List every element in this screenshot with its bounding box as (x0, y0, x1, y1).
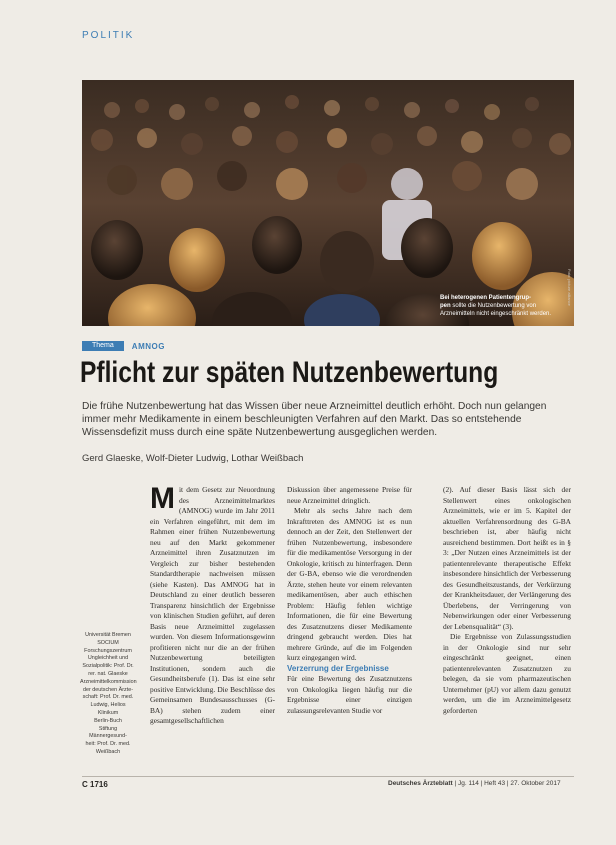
affiliation-line: Stiftung Männergesund- (89, 725, 127, 740)
affiliation-line: Sozialpolitik: Prof. Dr. (82, 663, 134, 670)
body-column-1 (150, 485, 275, 775)
affiliation-line: Arzneimittelkommission (80, 678, 137, 685)
body-column-3 (443, 485, 571, 775)
affiliation-line: rer. nat. Glaeske (88, 670, 128, 677)
body-paragraph: Für eine Bewertung des Zusatznutzens von Onkologika liegen häufig nur die Ergebnisse einer einzigen zulassungsrelevanten Studie vor (287, 674, 412, 715)
body-column-2 (287, 485, 412, 775)
author-affiliations (80, 632, 136, 757)
article-authors: Gerd Glaeske, Wolf-Dieter Ludwig, Lothar Weißbach (82, 453, 304, 464)
body-paragraph: Die Ergebnisse von Zulassungsstudien in der Onkologie sind nur sehr eingeschränkt geeignet, einen patientenrelevanten Zusatznutzen zu belegen, da sie vom pharmazeutischen Unternehmer (pU) vor allem dazu genutzt werden, um die im Arzneimittelgesetz geforderten (443, 632, 571, 715)
drop-cap: M (150, 485, 175, 515)
body-paragraph: Diskussion über angemessene Preise für neue Arzneimittel dringlich. (287, 485, 412, 505)
body-paragraph: (2). Auf dieser Basis lässt sich der Stellenwert eines onkologischen Arzneimittels, wie er im 5. Kapitel der aktuellen Verfahrensordnung des G-BA beschrieben ist, aber häufig nicht ausreichend bestimmen. Dort heißt es in § 3: „Der Nutzen eines Arzneimittels ist der patientenrelevante therapeutische Effekt insbesondere hinsichtlich der Verbesserung des Gesundheitszustands, der Verkürzung der Krankheitsdauer, der Verlängerung des Überlebens, der Verringerung von Nebenwirkungen oder einer Verbesserung der Lebensqualität“ (3). (443, 485, 571, 631)
affiliation-line: der deutschen Ärzte- (82, 686, 134, 693)
affiliation-line: Forschungszentrum (84, 647, 132, 654)
body-paragraph: Mit dem Gesetz zur Neuordnung des Arzneimittelmarktes (AMNOG) wurde im Jahr 2011 ein Verfahren eingeführt, mit dem im Rahmen einer frühen Nutzenbewertung neu auf den Markt gekommener Arzneimittel ihren Zusatznutzen im Vergleich zur bisher bestehenden Standardtherapie nachweisen müssen (siehe Kasten). Das AMNOG hat in Deutschland zu einer deutlich besseren Transparenz hinsichtlich der Ergebnisse von klinischen Studien geführt, auf deren Basis neue Arzneimittel zugelassen wurden. Von diesem Informationsgewinn profitieren nicht nur die an der frühen Nutzenbewertung beteiligten Institutionen, sondern auch die Gesundheitsberufe (1). Das ist eine sehr positive Entwicklung. Die Beschlüsse des Gemeinsamen Bundesausschusses (G-BA) stehen zudem einer gesamtgesellschaftlichen (150, 485, 275, 725)
kicker-topic: AMNOG (131, 341, 165, 351)
footer-divider (82, 776, 574, 777)
affiliation-line: Ungleichheit und (87, 655, 129, 662)
photo-caption: Bei heterogenen Patientengrup- pen sollte die Nutzenbewertung von Arzneimitteln nicht eingeschränkt werden. (440, 295, 552, 317)
section-subheading: Verzerrung der Ergebnisse (287, 663, 389, 673)
affiliation-line: Berlin-Buch (94, 717, 122, 724)
affiliation-line: Universität Bremen (85, 632, 131, 638)
journal-reference: Deutsches Ärzteblatt | Jg. 114 | Heft 43 | 27. Oktober 2017 (388, 780, 561, 787)
affiliation-line: schaft: Prof. Dr. med. (82, 694, 134, 701)
body-paragraph: Mehr als sechs Jahre nach dem Inkrafttreten des AMNOG ist es nun dennoch an der Zeit, den Stellenwert der frühen Nutzenbewertung, insbesondere für die medikamentöse Versorgung in der Onkologie, kritisch zu hinterfragen. Denn der G-BA, ebenso wie die verordnenden Ärzte, stehen heute vor einem relevanten medikamentösen, aber auch ethischen Problem: Häufig fehlen wichtige Informationen, die für eine Bewertung des Zusatznutzens dieser Medikamente dringend gebraucht werden. Dies hat mehrere Gründe, auf die im Folgenden kurz eingegangen wird. (287, 506, 412, 662)
page-number: C 1716 (82, 780, 108, 789)
crowd-photo (82, 80, 574, 326)
article-headline: Pflicht zur späten Nutzenbewertung (80, 356, 499, 389)
affiliation-line: Ludwig, Helios Klinikum (90, 702, 126, 716)
section-label: POLITIK (82, 30, 135, 41)
crowd-illustration (82, 80, 574, 326)
affiliation-line: Weißbach (95, 748, 121, 755)
article-lead: Die frühe Nutzenbewertung hat das Wissen über neue Arzneimittel deutlich erhöht. Doch nun gelangen immer mehr Medikamente in einem beschleunigten Verfahren auf den Markt. Das so entstehende Wissensdefizit muss durch eine späte Nutzenbewertung ausgeglichen werden. (82, 401, 547, 438)
affiliation-line: SOCIUM (97, 639, 119, 646)
kicker (82, 340, 165, 352)
affiliation-line: heit: Prof. Dr. med. (85, 741, 131, 748)
photo-credit: Foto: picture alliance (567, 269, 572, 306)
kicker-label: Thema (82, 341, 124, 351)
